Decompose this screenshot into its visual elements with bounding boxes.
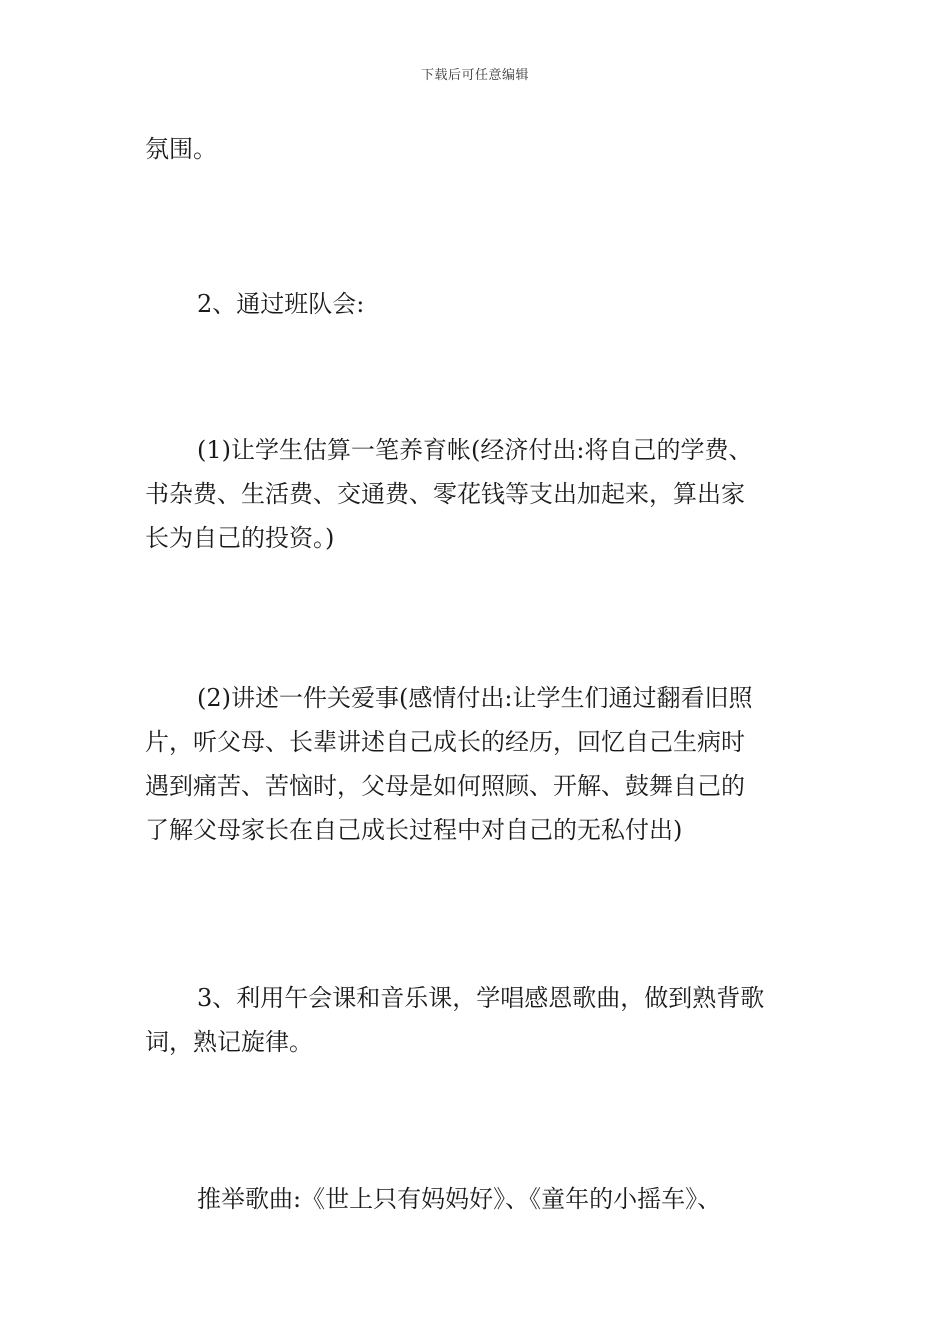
text-line: 氛围。 bbox=[145, 135, 217, 163]
paragraph-continuation bbox=[145, 127, 810, 171]
text-line: (2)讲述一件关爱事(感情付出:让学生们通过翻看旧照 bbox=[197, 684, 753, 712]
text-line: 片，听父母、长辈讲述自己成长的经历，回忆自己生病时 bbox=[145, 728, 745, 756]
paragraph-item-2 bbox=[145, 282, 810, 326]
text-line: 词，熟记旋律。 bbox=[145, 1028, 313, 1056]
text-line: 3、利用午会课和音乐课，学唱感恩歌曲，做到熟背歌 bbox=[197, 984, 765, 1012]
text-line: 了解父母家长在自己成长过程中对自己的无私付出) bbox=[145, 816, 683, 844]
paragraph-item-2-2 bbox=[145, 676, 810, 852]
paragraph-item-2-1 bbox=[145, 428, 810, 560]
text-line: 书杂费、生活费、交通费、零花钱等支出加起来，算出家 bbox=[145, 480, 745, 508]
paragraph-songs bbox=[145, 1177, 810, 1221]
text-line: 遇到痛苦、苦恼时，父母是如何照顾、开解、鼓舞自己的 bbox=[145, 772, 745, 800]
page-header-note: 下载后可任意编辑 bbox=[420, 68, 529, 83]
text-line: (1)让学生估算一笔养育帐(经济付出:将自己的学费、 bbox=[197, 436, 753, 464]
text-line: 2、通过班队会: bbox=[197, 290, 365, 318]
paragraph-item-3 bbox=[145, 976, 810, 1064]
text-line: 长为自己的投资。) bbox=[145, 524, 335, 552]
text-line: 推举歌曲:《世上只有妈妈好》、《童年的小摇车》、 bbox=[197, 1185, 722, 1213]
